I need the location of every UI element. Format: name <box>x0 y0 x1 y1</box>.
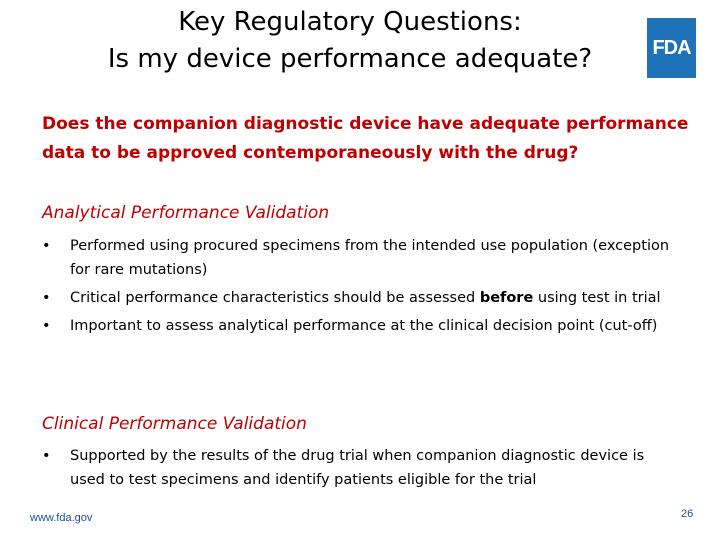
bullet-text-start: Critical performance characteristics should be assessed <box>70 290 480 306</box>
bullet-icon: • <box>42 290 51 306</box>
bullet-text: Supported by the results of the drug trial when companion diagnostic device is used to test specimens and identify patients eligible for the trial <box>70 448 645 488</box>
page-number: 26 <box>681 508 694 520</box>
bullet-text <box>70 290 661 306</box>
bullet-icon: • <box>42 448 51 464</box>
footer-url[interactable]: www.fda.gov <box>30 512 93 524</box>
title-line-1: Key Regulatory Questions: <box>178 7 522 37</box>
fda-logo-text: FDA <box>652 36 691 59</box>
fda-logo <box>647 18 696 78</box>
bullet-icon: • <box>42 238 51 254</box>
bullet-text: Important to assess analytical performance at the clinical decision point (cut-off) <box>70 318 658 334</box>
slide-title <box>40 4 660 78</box>
clinical-validation-list <box>42 444 682 496</box>
key-question: Does the companion diagnostic device have adequate performance data to be approved contemporaneously with the drug? <box>42 114 689 163</box>
bullet-text-emphasis: before <box>479 290 534 306</box>
title-line-2: Is my device performance adequate? <box>107 44 593 74</box>
bullet-text: Performed using procured specimens from the intended use population (exception for rare mutations) <box>70 238 670 278</box>
analytical-validation-heading: Analytical Performance Validation <box>42 203 330 223</box>
bullet-icon: • <box>42 318 51 334</box>
list-item <box>42 444 682 492</box>
clinical-validation-heading: Clinical Performance Validation <box>42 414 307 434</box>
list-item <box>42 234 682 282</box>
bullet-text-end: using test in trial <box>533 290 661 306</box>
analytical-validation-list <box>42 234 682 342</box>
list-item <box>42 286 682 310</box>
list-item <box>42 314 682 338</box>
